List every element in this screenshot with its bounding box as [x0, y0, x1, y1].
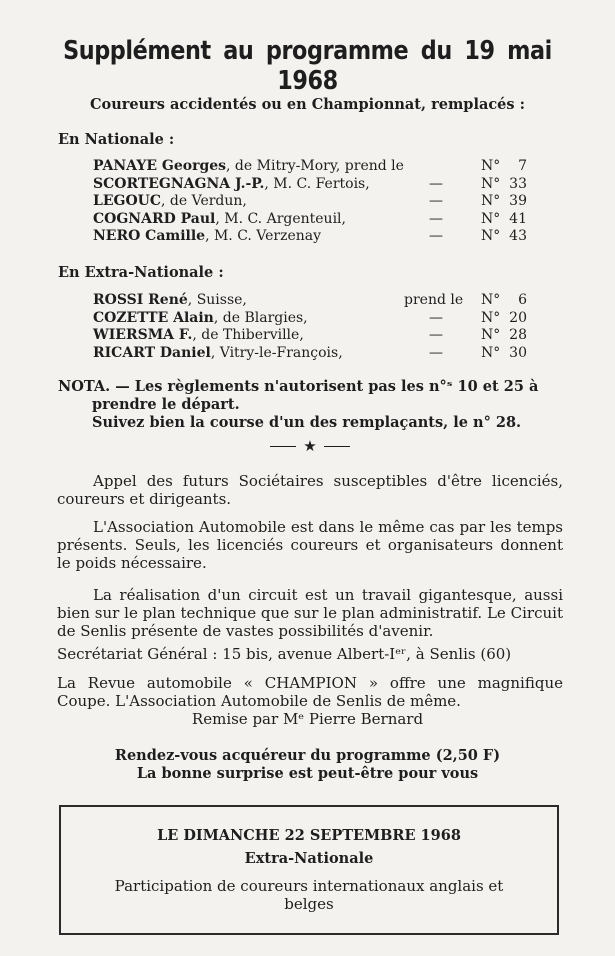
rider-info: , Suisse, — [187, 292, 247, 308]
number-label: N° — [481, 175, 501, 192]
number-label: N° — [481, 228, 501, 244]
list-item — [93, 292, 533, 310]
rider-name: LEGOUC — [93, 193, 162, 209]
ditto-dash: — — [429, 193, 443, 209]
list-item — [93, 228, 533, 246]
list-item — [93, 211, 533, 229]
ditto-dash: — — [429, 228, 443, 244]
star-icon: ★ — [303, 437, 317, 455]
announcement-date: LE DIMANCHE 22 SEPTEMBRE 1968 — [157, 827, 461, 844]
rider-info: , de Mitry-Mory, prend le — [226, 158, 404, 174]
remise-line: Remise par Mᵉ Pierre Bernard — [191, 710, 424, 728]
rider-name: COGNARD Paul — [93, 210, 216, 227]
rider-info: , M. C. Verzenay — [205, 228, 322, 244]
extra-nationale-list — [93, 292, 533, 362]
rider-name: RICART Daniel — [93, 344, 211, 361]
paragraph-association — [57, 518, 563, 572]
nota-line-2: prendre le départ. — [92, 396, 240, 413]
number-label: N° — [481, 210, 501, 227]
number-label: N° — [481, 327, 501, 343]
ditto-dash: — — [429, 344, 443, 361]
number-label: N° — [481, 193, 501, 209]
rider-name: ROSSI René — [93, 292, 188, 308]
nota-block — [58, 378, 568, 432]
paragraph-text: Secrétariat Général : 15 bis, avenue Albert-Iᵉʳ, à Senlis (60) — [57, 645, 512, 663]
paragraph-text: La Revue automobile « CHAMPION » offre une magnifique Coupe. L'Association Automobile de Senlis de même. — [57, 674, 563, 710]
announcement-box — [59, 805, 559, 935]
list-item — [93, 327, 533, 345]
rider-number: 39 — [509, 193, 527, 209]
paragraph-circuit — [57, 586, 563, 640]
subtitle: Coureurs accidentés ou en Championnat, remplacés : — [90, 96, 525, 113]
paragraph-revue — [57, 674, 563, 710]
list-item — [93, 345, 533, 363]
list-item — [93, 158, 533, 176]
nota-line-1: NOTA. — Les règlements n'autorisent pas les n°ˢ 10 et 25 à — [58, 378, 539, 395]
announcement-text: Participation de coureurs internationaux anglais et belges — [114, 877, 504, 913]
section-heading-extra-nationale: En Extra-Nationale : — [58, 264, 224, 281]
rider-name: NERO Camille — [93, 228, 206, 244]
announcement-category: Extra-Nationale — [244, 850, 374, 867]
list-item — [93, 193, 533, 211]
paragraph-appel — [57, 472, 563, 508]
rider-number: 41 — [509, 210, 527, 227]
rider-number: 7 — [518, 158, 527, 174]
rider-name: PANAYE Georges — [93, 158, 227, 174]
rdv-line-2: La bonne surprise est peut-être pour vous — [136, 765, 479, 782]
prend-le-label: prend le — [404, 292, 464, 308]
rider-info: , M. C. Argenteuil, — [215, 210, 346, 227]
rider-name: WIERSMA F. — [93, 327, 193, 343]
paragraph-text: L'Association Automobile est dans le même cas par les temps présents. Seuls, les licenciés coureurs et organisateurs donnent le poids nécessaire. — [57, 518, 563, 572]
rider-info: , Vitry-le-François, — [210, 344, 343, 361]
rider-number: 6 — [518, 292, 527, 308]
rider-info: , de Verdun, — [161, 193, 247, 209]
ditto-dash: — — [429, 210, 443, 227]
rider-info: , de Blargies, — [213, 309, 308, 326]
rider-number: 28 — [509, 327, 527, 343]
ditto-dash: — — [429, 309, 443, 326]
rider-name: SCORTEGNAGNA J.-P. — [93, 175, 265, 192]
paragraph-text: Appel des futurs Sociétaires susceptibles d'être licenciés, coureurs et dirigeants. — [57, 472, 563, 508]
number-label: N° — [481, 344, 501, 361]
number-label: N° — [481, 292, 501, 308]
rider-number: 20 — [509, 309, 527, 326]
ditto-dash: — — [429, 175, 443, 192]
number-label: N° — [481, 309, 501, 326]
rider-info: , de Thiberville, — [192, 327, 304, 343]
rdv-line-1: Rendez-vous acquéreur du programme (2,50 F) — [114, 747, 501, 764]
nationale-list — [93, 158, 533, 246]
ditto-dash: — — [429, 327, 443, 343]
rider-number: 30 — [509, 344, 527, 361]
section-heading-nationale: En Nationale : — [58, 131, 175, 148]
list-item — [93, 310, 533, 328]
rider-info: , M. C. Fertois, — [264, 175, 370, 192]
rider-number: 33 — [509, 175, 527, 192]
star-divider — [270, 438, 350, 454]
number-label: N° — [481, 158, 501, 174]
rider-name: COZETTE Alain — [93, 309, 214, 326]
paragraph-text: La réalisation d'un circuit est un travail gigantesque, aussi bien sur le plan technique que sur le plan administratif. Le Circuit de Senlis présente de vastes possibilités d'avenir. — [57, 586, 563, 640]
list-item — [93, 176, 533, 194]
rider-number: 43 — [509, 228, 527, 244]
page-title: Supplément au programme du 19 mai 1968 — [63, 36, 552, 96]
nota-line-3: Suivez bien la course d'un des remplaçants, le n° 28. — [92, 414, 522, 431]
paragraph-secretariat — [57, 645, 563, 663]
